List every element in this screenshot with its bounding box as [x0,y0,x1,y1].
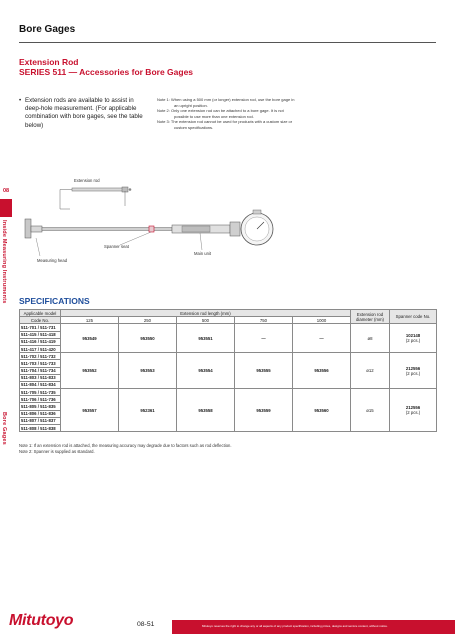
spanner-cell [390,389,437,432]
page-header-title: Bore Gages [19,24,76,35]
code-cell: 953554 [177,353,235,389]
spanner-cell [390,324,437,353]
bullet-text: Extension rods are available to assist in deep-hole measurement. (For applicable combination with bore gages, see the table below) [25,97,143,129]
footer-disclaimer: Mitutoyo reserves the right to change any or all aspects of any product specification, including prices, designs and service content, without notice. [202,624,388,628]
section-label-inside-measuring: Inside Measuring Instruments [1,220,7,304]
header-length-250: 250 [119,317,177,324]
footnote-1: Note 1: If an extension rod is attached, the measuring accuracy may degrade due to factors such as rod deflection. [19,443,232,448]
code-cell: 953560 [293,389,351,432]
specifications-heading: SPECIFICATIONS [19,296,90,306]
section-number: 08 [2,188,10,194]
table-row [20,353,437,360]
model-cell: 511-804 / 511-834 [20,381,61,388]
bullet-dot: • [19,97,22,104]
code-cell: 953553 [119,353,177,389]
diameter-cell: ø8 [351,324,390,353]
header-rod-diameter: Extension rod diameter (mm) [351,310,390,324]
model-cell: 511-702 / 511-732 [20,353,61,360]
footnote-2: Note 2: Spanner is supplied as standard. [19,449,95,455]
model-cell: 511-704 / 511-734 [20,367,61,374]
section-tab-marker [0,199,12,217]
extension-rod-illustration [72,187,131,192]
product-title-line2: SERIES 511 — Accessories for Bore Gages [19,67,194,77]
header-code-no: Code No. [20,317,61,324]
code-cell: 952361 [119,389,177,432]
code-cell: — [235,324,293,353]
model-cell: 511-807 / 511-837 [20,417,61,424]
table-row [20,389,437,396]
code-cell: 953557 [61,389,119,432]
main-unit-illustration [172,210,273,245]
model-cell: 511-808 / 511-838 [20,425,61,432]
model-cell: 511-803 / 511-833 [20,374,61,381]
diameter-cell: ø15 [351,389,390,432]
label-spanner-seat: Spanner seat [104,244,129,249]
model-cell: 511-701 / 511-731 [20,324,61,331]
specifications-table [19,309,437,432]
section-label-bore-gages: Bore Gages [1,412,7,445]
product-title [19,57,193,77]
spanner-qty: (2 pcs.) [405,370,421,376]
code-cell: 953550 [119,324,177,353]
header-divider [19,42,436,43]
table-footnotes [19,443,232,456]
page-number: 08-51 [137,621,155,628]
code-cell: 953552 [61,353,119,389]
code-cell: 953555 [235,353,293,389]
header-length-500: 500 [177,317,235,324]
model-cell: 511-416 / 511-419 [20,338,61,345]
diameter-cell: ø12 [351,353,390,389]
note-2: Note 2: Only one extension rod can be attached to a bore gage. It is not possible to use more than one extension rod. [157,108,284,119]
spanner-qty: (2 pcs.) [405,410,421,416]
mitutoyo-logo: Mitutoyo [9,612,74,629]
extension-rod-diagram [12,172,442,282]
model-cell: 511-805 / 511-835 [20,403,61,410]
header-length-1000: 1000 [293,317,351,324]
model-cell: 511-417 / 511-420 [20,345,61,352]
model-cell: 511-705 / 511-735 [20,389,61,396]
model-cell: 511-706 / 511-736 [20,396,61,403]
spanner-cell [390,353,437,389]
code-cell: 953559 [235,389,293,432]
spanner-seat-marker [149,226,154,232]
spanner-qty: (2 pcs.) [405,338,421,344]
note-1: Note 1: When using a 500 mm (or longer) extension rod, use the bore gage in an upright position. [157,97,295,108]
header-length-125: 125 [61,317,119,324]
spanner-code: 212556 [405,365,421,371]
code-cell: 953556 [293,353,351,389]
code-cell: 953549 [61,324,119,353]
diagram-drawing [12,172,442,282]
code-cell: — [293,324,351,353]
model-cell: 511-415 / 511-418 [20,331,61,338]
label-extension-rod: Extension rod [74,178,100,183]
header-rod-length: Extension rod length (mm) [61,310,351,317]
spanner-code: 102148 [405,333,421,339]
product-title-line1: Extension Rod [19,57,79,67]
spanner-code: 212556 [405,405,421,411]
model-cell: 511-703 / 511-733 [20,360,61,367]
header-applicable-model: Applicable model [20,310,61,317]
table-row [20,324,437,331]
code-cell: 953558 [177,389,235,432]
header-length-750: 750 [235,317,293,324]
note-3: Note 3: The extension rod cannot be used for products with a custom size or custom specifications. [157,119,293,130]
label-measuring-head: Measuring head [37,258,68,263]
table-header-row [20,310,437,317]
label-main-unit: Main unit [194,251,211,256]
code-cell: 953551 [177,324,235,353]
header-spanner-code: Spanner code No. [390,310,437,324]
notes-block [157,97,297,131]
model-cell: 511-806 / 511-836 [20,410,61,417]
feature-bullet [19,97,149,130]
